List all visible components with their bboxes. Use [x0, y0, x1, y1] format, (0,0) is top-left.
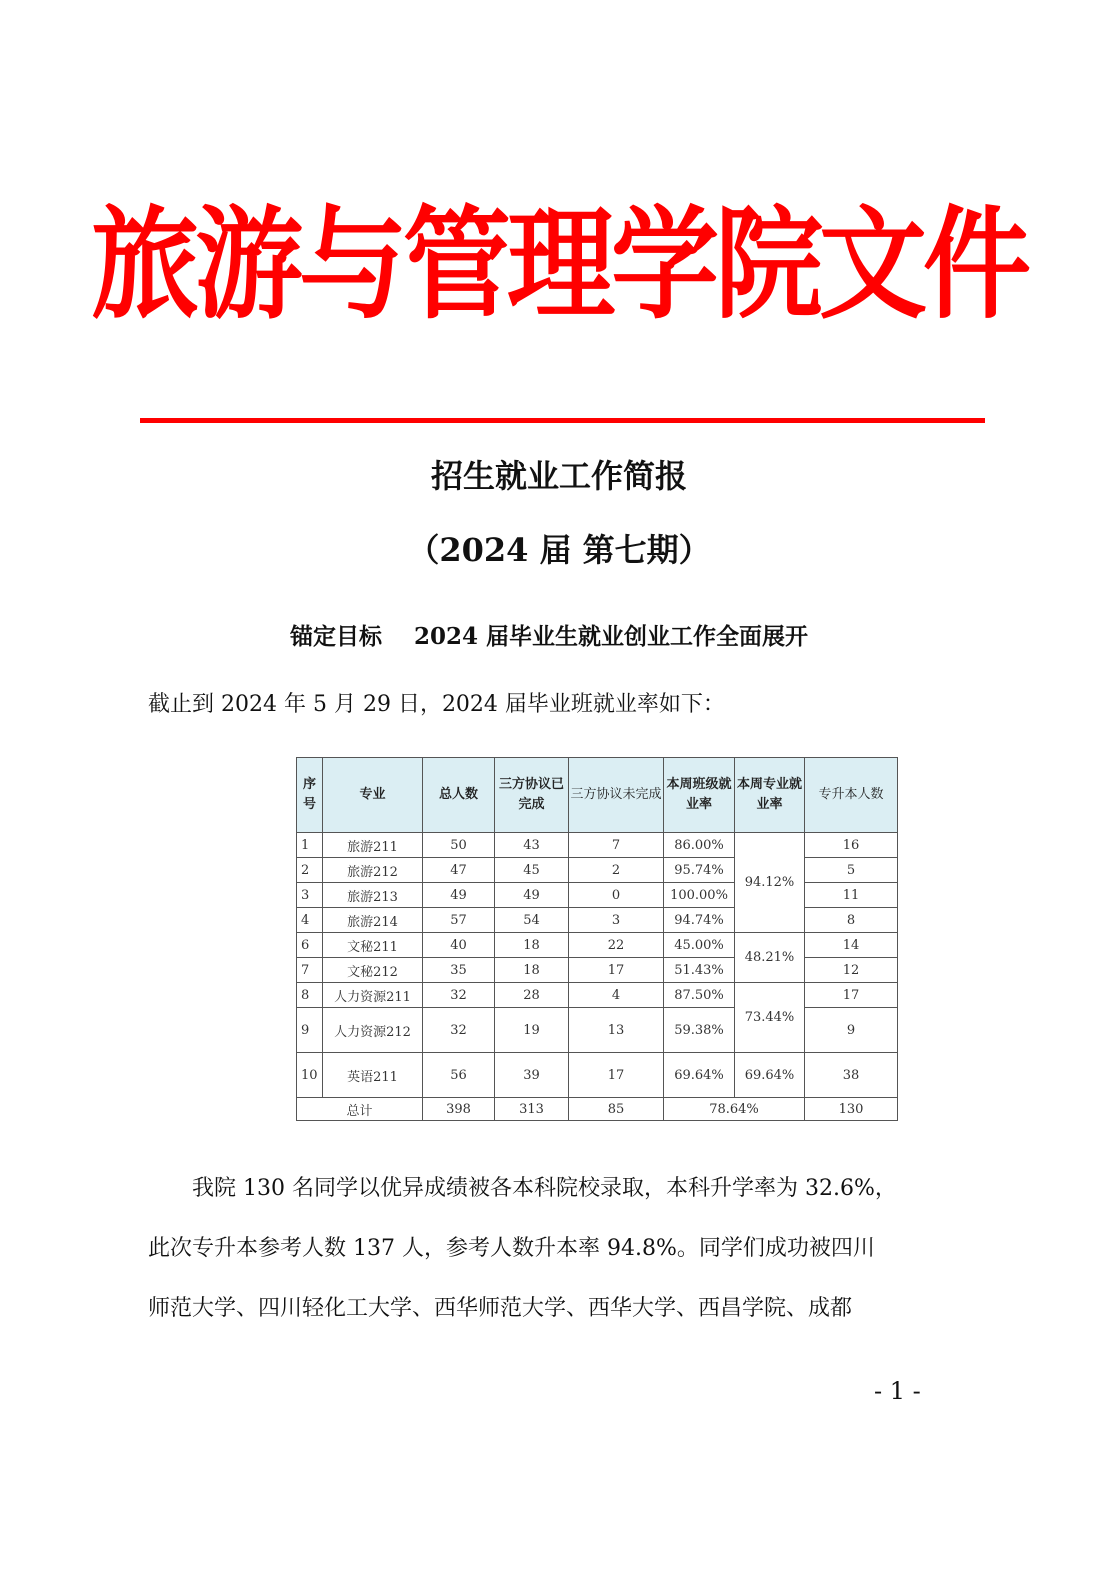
cell-seq: 3 — [297, 883, 323, 908]
employment-table — [296, 757, 897, 1121]
cell-seq: 6 — [297, 933, 323, 958]
cell-total: 49 — [423, 883, 495, 908]
cell-undone: 17 — [569, 958, 664, 983]
cell-class-rate: 100.00% — [664, 883, 735, 908]
header-agreement-done: 三方协议已完成 — [495, 758, 569, 833]
cell-upgrade: 17 — [805, 983, 898, 1008]
cell-undone: 2 — [569, 858, 664, 883]
table-row — [297, 858, 898, 883]
table-row — [297, 958, 898, 983]
cell-done: 54 — [495, 908, 569, 933]
cell-seq: 7 — [297, 958, 323, 983]
cell-undone: 17 — [569, 1053, 664, 1098]
cell-upgrade: 14 — [805, 933, 898, 958]
masthead-title: 旅游与管理学院文件 — [90, 195, 1027, 336]
cell-done: 43 — [495, 833, 569, 858]
cell-undone: 7 — [569, 833, 664, 858]
cell-undone: 22 — [569, 933, 664, 958]
cell-class-rate: 87.50% — [664, 983, 735, 1008]
cell-done: 18 — [495, 958, 569, 983]
cell-major: 旅游212 — [323, 858, 423, 883]
cell-major: 人力资源212 — [323, 1008, 423, 1053]
cell-upgrade: 38 — [805, 1053, 898, 1098]
table-row — [297, 883, 898, 908]
section-heading — [290, 620, 808, 654]
cell-done: 39 — [495, 1053, 569, 1098]
header-total: 总人数 — [423, 758, 495, 833]
cell-seq: 9 — [297, 1008, 323, 1053]
cell-total: 50 — [423, 833, 495, 858]
cell-done: 49 — [495, 883, 569, 908]
cell-major-rate-english: 69.64% — [735, 1053, 805, 1098]
cell-seq: 4 — [297, 908, 323, 933]
cell-total: 32 — [423, 983, 495, 1008]
cell-upgrade: 12 — [805, 958, 898, 983]
cell-class-rate: 59.38% — [664, 1008, 735, 1053]
cell-upgrade: 8 — [805, 908, 898, 933]
cell-seq: 2 — [297, 858, 323, 883]
table-row — [297, 983, 898, 1008]
header-class-rate: 本周班级就业率 — [664, 758, 735, 833]
header-major: 专业 — [323, 758, 423, 833]
table-row — [297, 833, 898, 858]
cell-undone: 3 — [569, 908, 664, 933]
cell-major: 文秘211 — [323, 933, 423, 958]
section-heading-right: 2024 届毕业生就业创业工作全面展开 — [414, 623, 809, 650]
cell-major: 旅游213 — [323, 883, 423, 908]
cell-major: 人力资源211 — [323, 983, 423, 1008]
cell-upgrade: 5 — [805, 858, 898, 883]
cell-done: 45 — [495, 858, 569, 883]
section-heading-left: 锚定目标 — [290, 623, 382, 650]
header-agreement-undone: 三方协议未完成 — [569, 758, 664, 833]
cell-class-rate: 86.00% — [664, 833, 735, 858]
cell-major: 英语211 — [323, 1053, 423, 1098]
header-upgrade: 专升本人数 — [805, 758, 898, 833]
lead-sentence: 截止到 2024 年 5 月 29 日，2024 届毕业班就业率如下： — [148, 692, 725, 717]
cell-class-rate: 95.74% — [664, 858, 735, 883]
table-total-row — [297, 1098, 898, 1121]
table-header-row — [297, 758, 898, 833]
issue-number: （2024 届 第七期） — [407, 531, 711, 569]
cell-class-rate: 69.64% — [664, 1053, 735, 1098]
cell-major-rate-hr: 73.44% — [735, 983, 805, 1053]
cell-total-undone: 85 — [569, 1098, 664, 1121]
table-row — [297, 1053, 898, 1098]
cell-total-count: 398 — [423, 1098, 495, 1121]
cell-undone: 0 — [569, 883, 664, 908]
cell-major: 旅游214 — [323, 908, 423, 933]
cell-done: 18 — [495, 933, 569, 958]
cell-seq: 1 — [297, 833, 323, 858]
cell-major: 文秘212 — [323, 958, 423, 983]
cell-total: 47 — [423, 858, 495, 883]
table-row — [297, 933, 898, 958]
cell-total: 56 — [423, 1053, 495, 1098]
header-major-rate: 本周专业就业率 — [735, 758, 805, 833]
cell-total-label: 总计 — [297, 1098, 423, 1121]
cell-total: 32 — [423, 1008, 495, 1053]
cell-total: 57 — [423, 908, 495, 933]
cell-total: 35 — [423, 958, 495, 983]
cell-seq: 8 — [297, 983, 323, 1008]
cell-seq: 10 — [297, 1053, 323, 1098]
body-paragraph-line: 我院 130 名同学以优异成绩被各本科院校录取，本科升学率为 32.6%， — [192, 1176, 897, 1201]
cell-class-rate: 94.74% — [664, 908, 735, 933]
header-seq: 序号 — [297, 758, 323, 833]
document-title: 招生就业工作简报 — [430, 457, 687, 495]
cell-total: 40 — [423, 933, 495, 958]
cell-upgrade: 16 — [805, 833, 898, 858]
cell-done: 19 — [495, 1008, 569, 1053]
body-paragraph-line: 此次专升本参考人数 137 人，参考人数升本率 94.8%。同学们成功被四川 — [148, 1236, 875, 1261]
cell-total-rate: 78.64% — [664, 1098, 805, 1121]
cell-major-rate-secretary: 48.21% — [735, 933, 805, 983]
cell-undone: 13 — [569, 1008, 664, 1053]
body-paragraph-line: 师范大学、四川轻化工大学、西华师范大学、西华大学、西昌学院、成都 — [148, 1296, 853, 1321]
cell-upgrade: 9 — [805, 1008, 898, 1053]
cell-total-done: 313 — [495, 1098, 569, 1121]
cell-upgrade: 11 — [805, 883, 898, 908]
cell-major-rate-tourism: 94.12% — [735, 833, 805, 933]
cell-major: 旅游211 — [323, 833, 423, 858]
table-row — [297, 1008, 898, 1053]
table-row — [297, 908, 898, 933]
cell-undone: 4 — [569, 983, 664, 1008]
cell-class-rate: 51.43% — [664, 958, 735, 983]
cell-total-upgrade: 130 — [805, 1098, 898, 1121]
page-number: - 1 - — [874, 1377, 921, 1405]
red-divider-line — [140, 418, 985, 423]
cell-done: 28 — [495, 983, 569, 1008]
cell-class-rate: 45.00% — [664, 933, 735, 958]
